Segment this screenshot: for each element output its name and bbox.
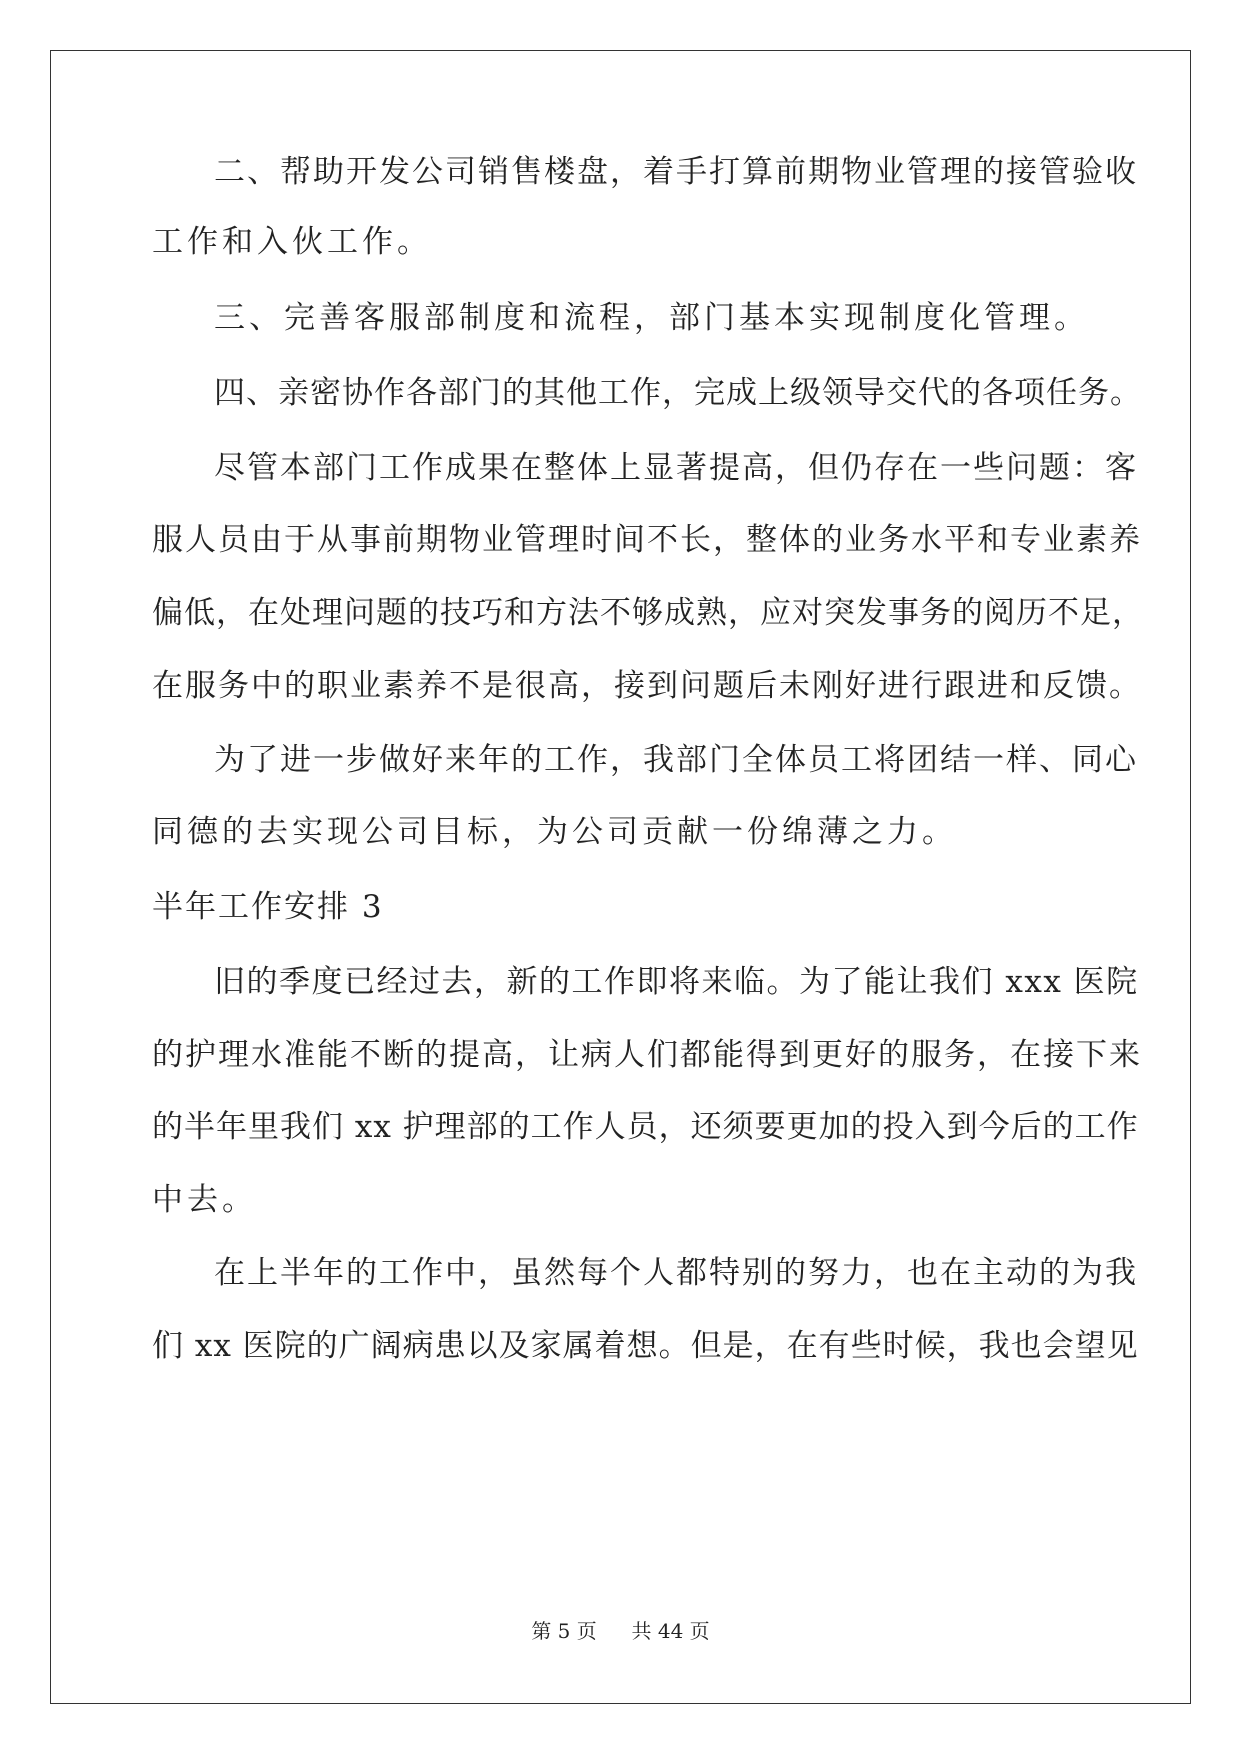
text-line: 尽管本部门工作成果在整体上显著提高，但仍存在一些问题：客 — [214, 450, 1138, 486]
text-line: 服人员由于从事前期物业管理时间不长，整体的业务水平和专业素养 — [152, 522, 1142, 558]
text-line: 工作和入伙工作。 — [152, 224, 432, 260]
text-line: 中去。 — [152, 1182, 257, 1218]
text-line: 四、亲密协作各部门的其他工作，完成上级领导交代的各项任务。 — [214, 375, 1142, 411]
text-line: 的护理水准能不断的提高，让病人们都能得到更好的服务，在接下来 — [152, 1037, 1142, 1073]
page-number: 第 5 页 — [531, 1619, 597, 1643]
text-line: 为了进一步做好来年的工作，我部门全体员工将团结一样、同心 — [214, 742, 1138, 778]
section-heading: 半年工作安排 3 — [152, 889, 384, 925]
text-line: 的半年里我们 xx 护理部的工作人员，还须要更加的投入到今后的工作 — [152, 1109, 1139, 1145]
text-line: 在上半年的工作中，虽然每个人都特别的努力，也在主动的为我 — [214, 1255, 1138, 1291]
text-line: 同德的去实现公司目标，为公司贡献一份绵薄之力。 — [152, 814, 957, 850]
text-line: 三、完善客服部制度和流程，部门基本实现制度化管理。 — [214, 300, 1089, 336]
text-line: 偏低，在处理问题的技巧和方法不够成熟，应对突发事务的阅历不足， — [152, 595, 1144, 631]
page-total: 共 44 页 — [631, 1619, 710, 1643]
text-line: 二、帮助开发公司销售楼盘，着手打算前期物业管理的接管验收 — [214, 154, 1138, 190]
text-line: 们 xx 医院的广阔病患以及家属着想。但是，在有些时候，我也会望见 — [152, 1328, 1139, 1364]
text-line: 在服务中的职业素养不是很高，接到问题后未刚好进行跟进和反馈。 — [152, 668, 1142, 704]
page-footer — [0, 1618, 1241, 1644]
text-line: 旧的季度已经过去，新的工作即将来临。为了能让我们 xxx 医院 — [214, 964, 1139, 1000]
